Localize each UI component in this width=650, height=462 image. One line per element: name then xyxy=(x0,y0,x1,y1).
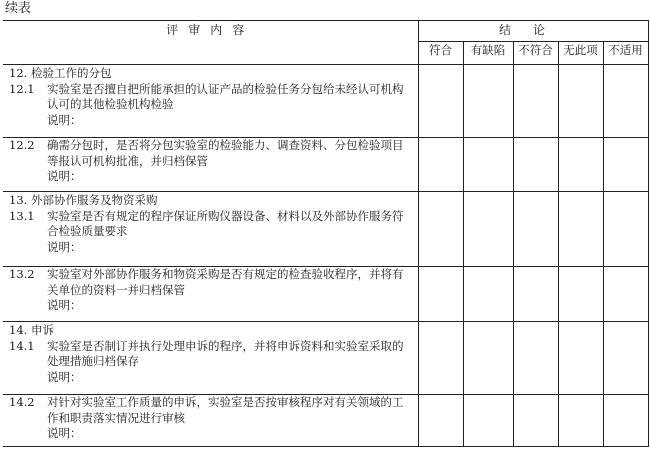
content-column-header: 评审内容 xyxy=(3,21,418,65)
table-row xyxy=(3,192,648,267)
check-cell-nonconform[interactable] xyxy=(513,322,558,395)
check-cell-defect[interactable] xyxy=(463,65,513,138)
item-text: 对针对实验室工作质量的申诉，实验室是否按审核程序对有关领域的工作和职责落实情况进行审核 xyxy=(47,395,404,425)
item-text: 实验室是否有规定的程序保证所购仪器设备、材料以及外部协作服务符合检验质量要求 xyxy=(47,208,404,238)
table-row xyxy=(3,138,648,192)
item-number: 14.2 xyxy=(9,395,35,409)
item-number: 12.2 xyxy=(9,138,35,152)
section-title: 14. 申诉 xyxy=(9,323,54,337)
section-title: 13. 外部协作服务及物资采购 xyxy=(9,193,158,207)
check-cell-none[interactable] xyxy=(558,192,603,267)
item-text: 确需分包时，是否将分包实验室的检验能力、调查资料、分包检验项目等报认可机构批准，并归档保管 xyxy=(47,138,404,168)
check-cell-not-applicable[interactable] xyxy=(603,192,648,267)
option-header-not-applicable: 不适用 xyxy=(603,42,648,65)
check-cell-conform[interactable] xyxy=(418,267,463,322)
check-cell-defect[interactable] xyxy=(463,192,513,267)
item-text: 实验室是否擅自把所能承担的认证产品的检验任务分包给未经认可机构认可的其他检验机构检验 xyxy=(47,81,404,111)
review-item xyxy=(3,192,418,267)
check-cell-none[interactable] xyxy=(558,267,603,322)
check-cell-not-applicable[interactable] xyxy=(603,322,648,395)
option-header-defect: 有缺陷 xyxy=(463,42,513,65)
item-note: 说明： xyxy=(47,112,82,127)
check-cell-nonconform[interactable] xyxy=(513,138,558,192)
check-cell-defect[interactable] xyxy=(463,267,513,322)
check-cell-nonconform[interactable] xyxy=(513,192,558,267)
check-cell-none[interactable] xyxy=(558,138,603,192)
check-cell-none[interactable] xyxy=(558,395,603,447)
option-header-conform: 符合 xyxy=(418,42,463,65)
item-note: 说明： xyxy=(47,298,82,312)
check-cell-conform[interactable] xyxy=(418,395,463,447)
item-number: 13.2 xyxy=(9,267,35,281)
check-cell-not-applicable[interactable] xyxy=(603,65,648,138)
item-text: 实验室对外部协作服务和物资采购是否有规定的检查验收程序，并将有关单位的资料一并归档保管 xyxy=(47,267,404,297)
check-cell-conform[interactable] xyxy=(418,65,463,138)
table-row xyxy=(3,322,648,395)
table-row xyxy=(3,267,648,322)
item-note: 说明： xyxy=(47,426,82,440)
check-cell-nonconform[interactable] xyxy=(513,395,558,447)
check-cell-not-applicable[interactable] xyxy=(603,395,648,447)
check-cell-none[interactable] xyxy=(558,322,603,395)
table-caption: 续表 xyxy=(5,1,32,16)
option-header-none: 无此项 xyxy=(558,42,603,65)
check-cell-conform[interactable] xyxy=(418,138,463,192)
check-cell-none[interactable] xyxy=(558,65,603,138)
review-item xyxy=(3,65,418,138)
check-cell-defect[interactable] xyxy=(463,395,513,447)
item-text: 实验室是否制订并执行处理申诉的程序，并将申诉资料和实验室采取的处理措施归档保存 xyxy=(47,338,404,368)
item-number: 13.1 xyxy=(9,208,35,223)
review-item xyxy=(3,267,418,322)
check-cell-conform[interactable] xyxy=(418,192,463,267)
check-cell-nonconform[interactable] xyxy=(513,267,558,322)
table-row xyxy=(3,65,648,138)
option-header-nonconform: 不符合 xyxy=(513,42,558,65)
review-item xyxy=(3,322,418,395)
item-number: 12.1 xyxy=(9,81,35,96)
item-note: 说明： xyxy=(47,169,82,183)
item-note: 说明： xyxy=(47,239,82,254)
review-table xyxy=(3,20,649,447)
table-row xyxy=(3,395,648,447)
conclusion-column-header: 结论 xyxy=(418,21,648,42)
item-note: 说明： xyxy=(47,369,82,384)
item-number: 14.1 xyxy=(9,338,35,353)
check-cell-defect[interactable] xyxy=(463,138,513,192)
check-cell-conform[interactable] xyxy=(418,322,463,395)
section-title: 12. 检验工作的分包 xyxy=(9,66,112,80)
check-cell-defect[interactable] xyxy=(463,322,513,395)
review-item xyxy=(3,395,418,447)
review-item xyxy=(3,138,418,192)
check-cell-nonconform[interactable] xyxy=(513,65,558,138)
check-cell-not-applicable[interactable] xyxy=(603,267,648,322)
check-cell-not-applicable[interactable] xyxy=(603,138,648,192)
